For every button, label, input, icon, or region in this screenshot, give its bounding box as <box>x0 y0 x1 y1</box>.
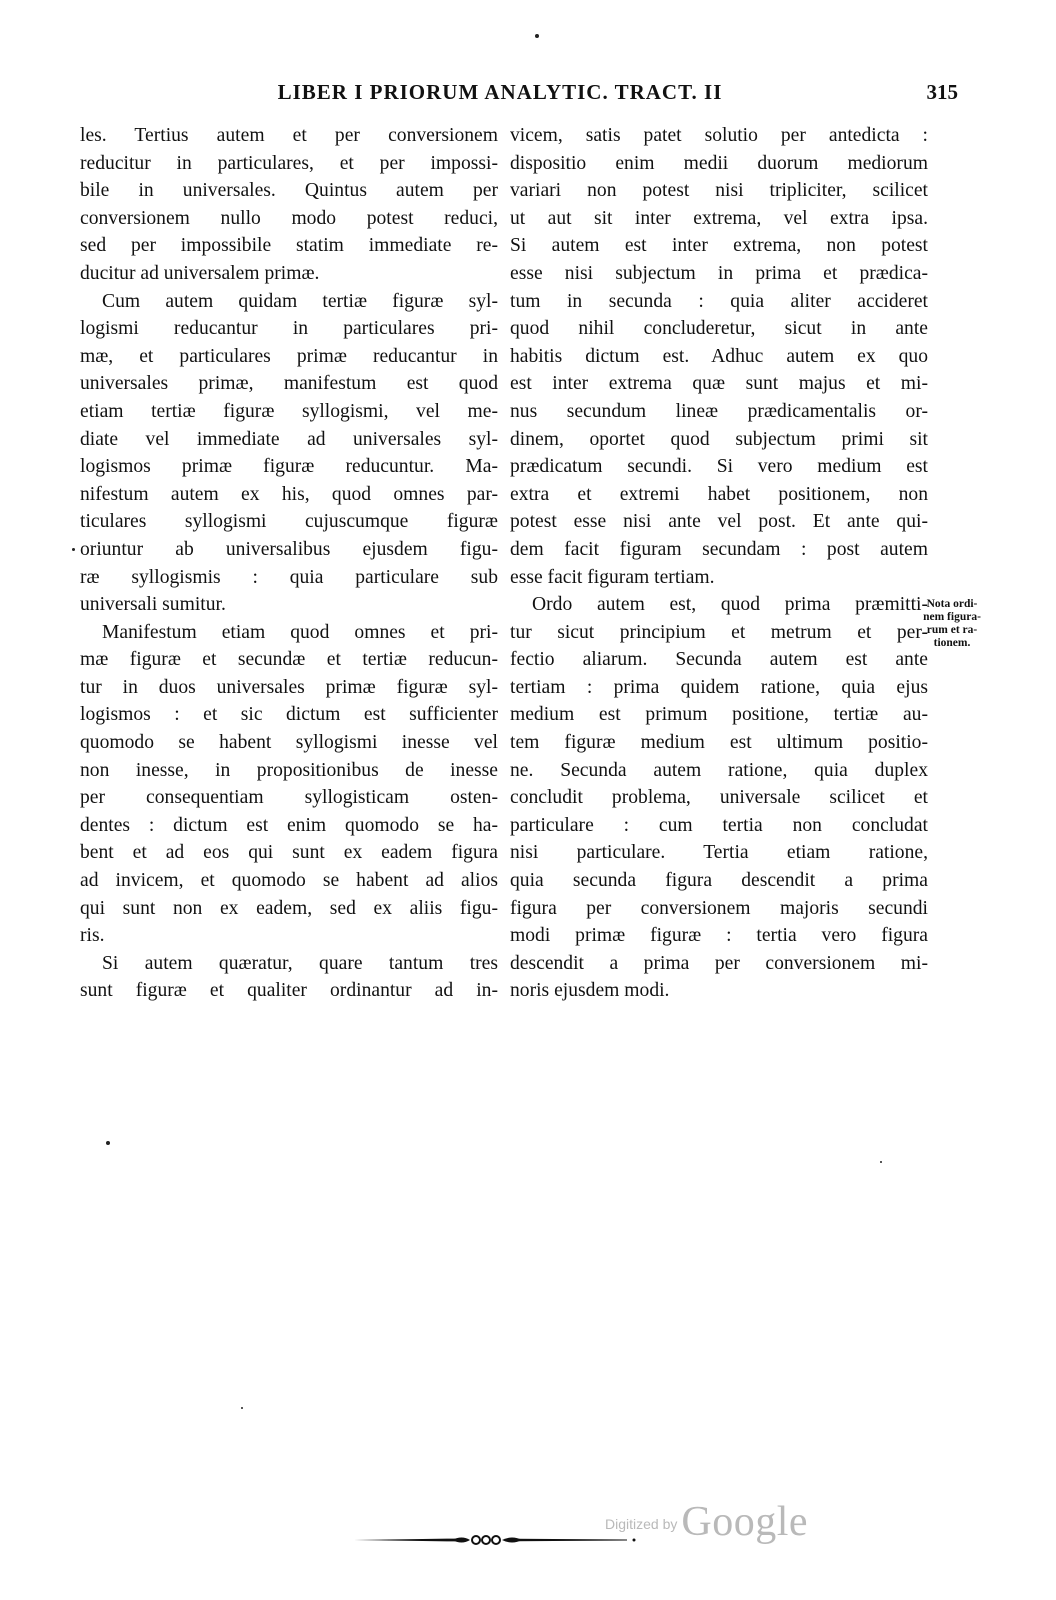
text-line: les. Tertius autem et per conversionem <box>80 125 498 146</box>
text-line: ris. <box>80 925 105 947</box>
text-line: ut aut sit inter extrema, vel extra ipsa. <box>510 207 928 229</box>
text-line: tem figuræ medium est ultimum positio- <box>510 732 928 754</box>
text-line: nifestum autem ex his, quod omnes par- <box>80 483 498 505</box>
text-line: variari non potest nisi tripliciter, scilicet <box>510 180 928 202</box>
text-line: esse nisi subjectum in prima et prædica- <box>510 262 928 284</box>
text-line: non inesse, in propositionibus de inesse <box>80 759 498 781</box>
text-line: vicem, satis patet solutio per antedicta : <box>510 125 928 146</box>
text-line: qui sunt non ex eadem, sed ex aliis figu- <box>80 897 498 919</box>
text-line: tur in duos universales primæ figuræ syl- <box>80 676 498 698</box>
text-line: per consequentiam syllogisticam osten- <box>80 787 498 809</box>
page-number: 315 <box>926 80 958 104</box>
text-line: ræ syllogismis : quia particulare sub <box>80 566 498 588</box>
text-line: dentes : dictum est enim quomodo se ha- <box>80 814 498 836</box>
text-line: quod nihil concluderetur, sicut in ante <box>510 318 928 340</box>
text-line: modi primæ figuræ : tertia vero figura <box>510 925 928 947</box>
text-line: Cum autem quidam tertiæ figuræ syl- <box>102 290 498 312</box>
text-line: etiam tertiæ figuræ syllogismi, vel me- <box>80 400 498 422</box>
text-line: est inter extrema quæ sunt majus et mi- <box>510 373 928 395</box>
text-line: particulare : cum tertia non concludat <box>510 814 928 836</box>
text-line: logismi reducantur in particulares pri- <box>80 318 498 340</box>
text-line: logismos primæ figuræ reducuntur. Ma- <box>80 456 498 478</box>
text-line: bent et ad eos qui sunt ex eadem figura <box>80 842 498 864</box>
text-line: extra et extremi habet positionem, non <box>510 483 928 505</box>
right-column <box>510 122 928 1005</box>
marginal-note <box>912 598 992 650</box>
text-line: tum in secunda : quia aliter accideret <box>510 290 928 312</box>
text-line: quia secunda figura descendit a prima <box>510 870 928 892</box>
text-line: oriuntur ab universalibus ejusdem figu- <box>80 538 498 560</box>
text-line: descendit a prima per conversionem mi- <box>510 952 928 974</box>
text-line: fectio aliarum. Secunda autem est ante <box>510 649 928 671</box>
text-line: Si autem quæratur, quare tantum tres <box>102 952 498 974</box>
text-line: diate vel immediate ad universales syl- <box>80 428 498 450</box>
text-line: habitis dictum est. Adhuc autem ex quo <box>510 345 928 367</box>
text-line: dem facit figuram secundam : post autem <box>510 538 928 560</box>
tailpiece-ornament <box>352 1532 642 1548</box>
text-line: conversionem nullo modo potest reduci, <box>80 207 498 229</box>
text-line: Manifestum etiam quod omnes et pri- <box>102 621 498 643</box>
text-line: tur sicut principium et metrum et per- <box>510 621 928 643</box>
text-line: noris ejusdem modi. <box>510 980 670 1002</box>
text-line: dinem, oportet quod subjectum primi sit <box>510 428 928 450</box>
text-line: quomodo se habent syllogismi inesse vel <box>80 732 498 754</box>
text-line: ducitur ad universalem primæ. <box>80 262 320 284</box>
text-line: Si autem est inter extrema, non potest <box>510 235 928 257</box>
print-speck <box>106 1141 110 1145</box>
marginal-note-line: rum et ra- <box>926 624 978 636</box>
left-column <box>80 122 498 1005</box>
text-line: mæ figuræ et secundæ et tertiæ reducun- <box>80 649 498 671</box>
print-speck <box>72 548 75 551</box>
text-line: sed per impossibile statim immediate re- <box>80 235 498 257</box>
text-line: tertiam : prima quidem ratione, quia ejus <box>510 676 928 698</box>
text-line: figura per conversionem majoris secundi <box>510 897 928 919</box>
text-line: Ordo autem est, quod prima præmitti- <box>532 594 928 616</box>
text-line: universali sumitur. <box>80 594 226 616</box>
google-logo: Google <box>681 1499 809 1545</box>
running-head: LIBER I PRIORUM ANALYTIC. TRACT. II <box>277 80 723 104</box>
text-line: dispositio enim medii duorum mediorum <box>510 152 928 174</box>
text-line: potest esse nisi ante vel post. Et ante qui- <box>510 511 928 533</box>
marginal-note-line: Nota ordi- <box>926 598 978 610</box>
text-line: ad invicem, et quomodo se habent ad alios <box>80 870 498 892</box>
text-line: bile in universales. Quintus autem per <box>80 180 498 202</box>
text-line: reducitur in particulares, et per impossi- <box>80 152 498 174</box>
print-speck <box>880 1161 882 1163</box>
text-line: sunt figuræ et qualiter ordinantur ad in- <box>80 980 498 1002</box>
text-line: medium est primum positione, tertiæ au- <box>510 704 928 726</box>
digitized-by-google-watermark <box>605 1498 808 1546</box>
marginal-note-line: tionem. <box>933 637 971 649</box>
print-speck <box>241 1407 243 1409</box>
text-line: universales primæ, manifestum est quod <box>80 373 498 395</box>
text-line: logismos : et sic dictum est sufficienter <box>80 704 498 726</box>
text-line: nus secundum lineæ prædicamentalis or- <box>510 400 928 422</box>
print-speck <box>535 34 539 38</box>
text-line: mæ, et particulares primæ reducantur in <box>80 345 498 367</box>
text-line: esse facit figuram tertiam. <box>510 566 715 588</box>
text-line: nisi particulare. Tertia etiam ratione, <box>510 842 928 864</box>
text-line: ticulares syllogismi cujuscumque figuræ <box>80 511 498 533</box>
watermark-prefix: Digitized by <box>605 1516 678 1532</box>
text-line: concludit problema, universale scilicet et <box>510 787 928 809</box>
text-line: ne. Secunda autem ratione, quia duplex <box>510 759 928 781</box>
marginal-note-line: nem figura- <box>923 611 981 623</box>
text-line: prædicatum secundi. Si vero medium est <box>510 456 928 478</box>
